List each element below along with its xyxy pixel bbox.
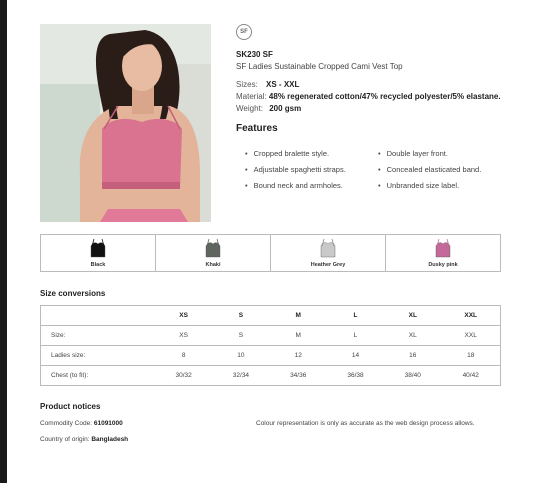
- features-title: Features: [236, 123, 278, 134]
- table-row: [41, 366, 501, 386]
- colour-swatch-heather-grey[interactable]: [271, 235, 386, 271]
- row-label: Ladies size:: [41, 346, 156, 366]
- size-conversions-title: Size conversions: [40, 289, 106, 298]
- left-edge-bar: [0, 0, 7, 483]
- country-of-origin: [40, 436, 128, 443]
- colour-name: Black: [90, 262, 106, 268]
- weight-value: 200 gsm: [269, 104, 302, 113]
- feature-item: • Bound neck and armholes.: [245, 181, 343, 190]
- table-header-cell: L: [327, 306, 384, 326]
- sizes-value: XS - XXL: [266, 80, 300, 89]
- colour-name: Khaki: [205, 262, 221, 268]
- colour-swatch-dusky-pink[interactable]: [386, 235, 500, 271]
- table-cell: M: [270, 326, 327, 346]
- table-cell: 40/42: [441, 366, 500, 386]
- table-row: [41, 326, 501, 346]
- row-label: Chest (to fit):: [41, 366, 156, 386]
- weight-label: Weight:: [236, 104, 263, 113]
- table-cell: 8: [155, 346, 212, 366]
- table-header-cell: XXL: [441, 306, 500, 326]
- commodity-label: Commodity Code:: [40, 420, 93, 427]
- sizes-label: Sizes:: [236, 80, 258, 89]
- table-header-cell: S: [212, 306, 269, 326]
- table-header-cell: M: [270, 306, 327, 326]
- table-cell: XS: [155, 326, 212, 346]
- model-illustration: [40, 24, 211, 222]
- colour-name: Heather Grey: [310, 262, 346, 268]
- row-label: Size:: [41, 326, 156, 346]
- table-cell: 32/34: [212, 366, 269, 386]
- product-code: SK230 SF: [236, 50, 273, 59]
- sizes-spec: [236, 80, 299, 89]
- table-cell: 14: [327, 346, 384, 366]
- feature-item: • Double layer front.: [378, 149, 448, 158]
- table-cell: S: [212, 326, 269, 346]
- table-cell: 36/38: [327, 366, 384, 386]
- colour-swatch-black[interactable]: [41, 235, 156, 271]
- commodity-value: 61091000: [93, 420, 123, 427]
- brand-logo: SF: [236, 24, 252, 40]
- table-header-cell: XS: [155, 306, 212, 326]
- colour-swatches: [40, 234, 501, 272]
- table-cell: L: [327, 326, 384, 346]
- cami-top-icon: [318, 238, 338, 260]
- table-cell: 38/40: [384, 366, 441, 386]
- weight-spec: [236, 104, 301, 113]
- colour-representation-note: Colour representation is only as accurate as the web design process allows.: [256, 420, 475, 427]
- product-name: SF Ladies Sustainable Cropped Cami Vest Top: [236, 62, 403, 71]
- origin-label: Country of origin:: [40, 436, 90, 443]
- table-cell: 34/36: [270, 366, 327, 386]
- material-spec: [236, 92, 501, 101]
- table-cell: 12: [270, 346, 327, 366]
- table-header-cell: XL: [384, 306, 441, 326]
- table-header-row: [41, 306, 501, 326]
- colour-swatch-khaki[interactable]: [156, 235, 271, 271]
- table-cell: XL: [384, 326, 441, 346]
- table-header-cell: [41, 306, 156, 326]
- feature-item: • Unbranded size label.: [378, 181, 459, 190]
- cami-top-icon: [203, 238, 223, 260]
- material-label: Material:: [236, 92, 267, 101]
- product-notices-title: Product notices: [40, 402, 101, 411]
- table-cell: 10: [212, 346, 269, 366]
- origin-value: Bangladesh: [91, 436, 129, 443]
- colour-name: Dusky pink: [428, 262, 458, 268]
- table-cell: 30/32: [155, 366, 212, 386]
- table-cell: XXL: [441, 326, 500, 346]
- table-cell: 16: [384, 346, 441, 366]
- table-row: [41, 346, 501, 366]
- cami-top-icon: [433, 238, 453, 260]
- feature-item: • Adjustable spaghetti straps.: [245, 165, 346, 174]
- feature-item: • Concealed elasticated band.: [378, 165, 481, 174]
- product-photo: [40, 24, 211, 222]
- cami-top-icon: [88, 238, 108, 260]
- commodity-code: [40, 420, 123, 427]
- table-cell: 18: [441, 346, 500, 366]
- feature-item: • Cropped bralette style.: [245, 149, 329, 158]
- size-conversion-table: [40, 305, 501, 386]
- material-value: 48% regenerated cotton/47% recycled polyester/5% elastane.: [268, 92, 501, 101]
